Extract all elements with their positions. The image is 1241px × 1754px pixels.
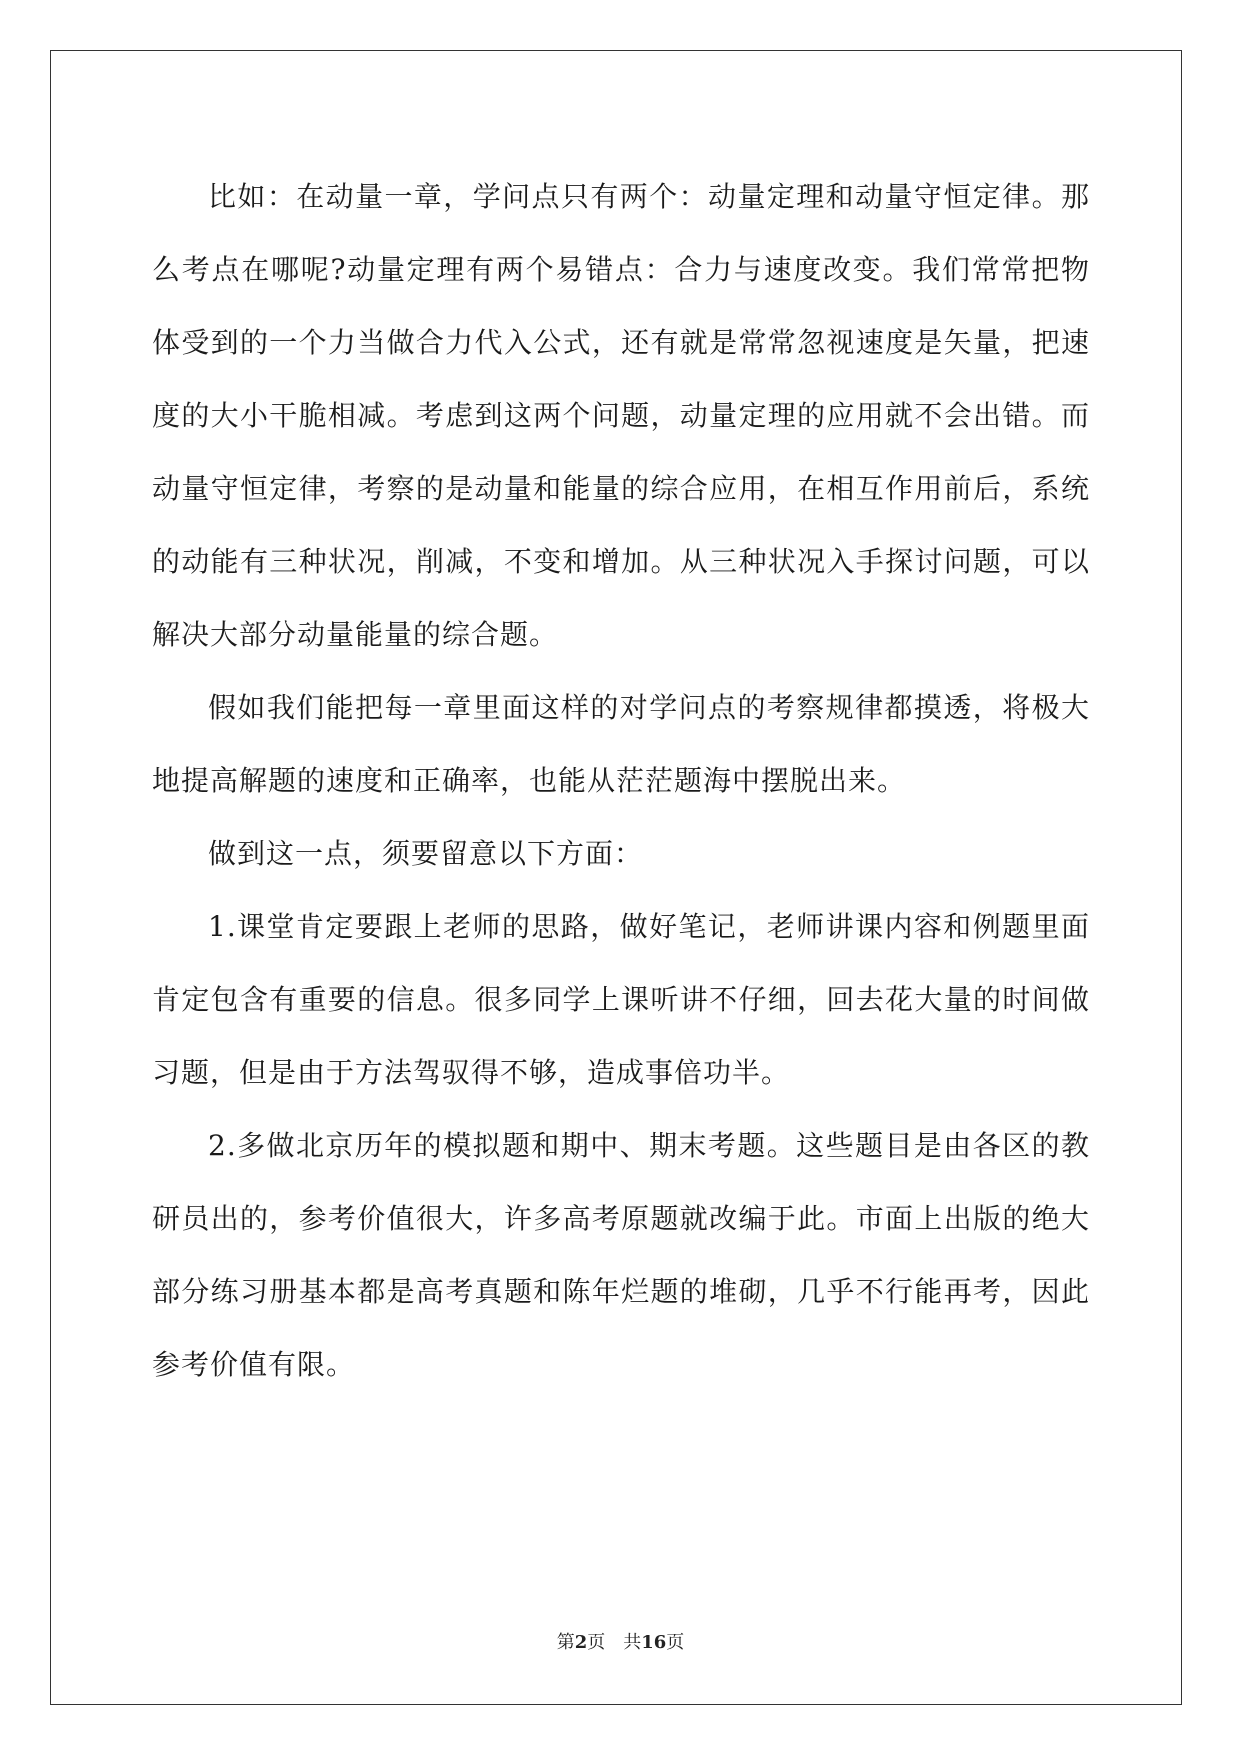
paragraph-master-rules: 假如我们能把每一章里面这样的对学问点的考察规律都摸透，将极大地提高解题的速度和正确率，也能从茫茫题海中摆脱出来。 — [152, 691, 1090, 797]
footer-page-current: 2 — [574, 1632, 588, 1653]
page-footer — [0, 1628, 1241, 1654]
paragraph-point-2: 2.多做北京历年的模拟题和期中、期末考题。这些题目是由各区的教研员出的，参考价值很大，许多高考原题就改编于此。市面上出版的绝大部分练习册基本都是高考真题和陈年烂题的堆砌，几乎不行能再考，因此参考价值有限。 — [152, 1129, 1090, 1381]
footer-page-prefix: 第 — [556, 1632, 575, 1653]
footer-total-suffix: 页 — [666, 1632, 685, 1653]
footer-page-total: 16 — [641, 1632, 667, 1653]
paragraph-momentum-example: 比如：在动量一章，学问点只有两个：动量定理和动量守恒定律。那么考点在哪呢?动量定理有两个易错点：合力与速度改变。我们常常把物体受到的一个力当做合力代入公式，还有就是常常忽视速度是矢量，把速度的大小干脆相减。考虑到这两个问题，动量定理的应用就不会出错。而动量守恒定律，考察的是动量和能量的综合应用，在相互作用前后，系统的动能有三种状况，削减，不变和增加。从三种状况入手探讨问题，可以解决大部分动量能量的综合题。 — [152, 180, 1090, 651]
footer-total-prefix: 共 — [623, 1632, 642, 1653]
document-body — [152, 160, 1090, 1401]
footer-page-mid: 页 — [587, 1632, 606, 1653]
paragraph-point-1: 1.课堂肯定要跟上老师的思路，做好笔记，老师讲课内容和例题里面肯定包含有重要的信息。很多同学上课听讲不仔细，回去花大量的时间做习题，但是由于方法驾驭得不够，造成事倍功半。 — [152, 910, 1090, 1089]
paragraph-points-intro: 做到这一点，须要留意以下方面： — [208, 837, 644, 870]
